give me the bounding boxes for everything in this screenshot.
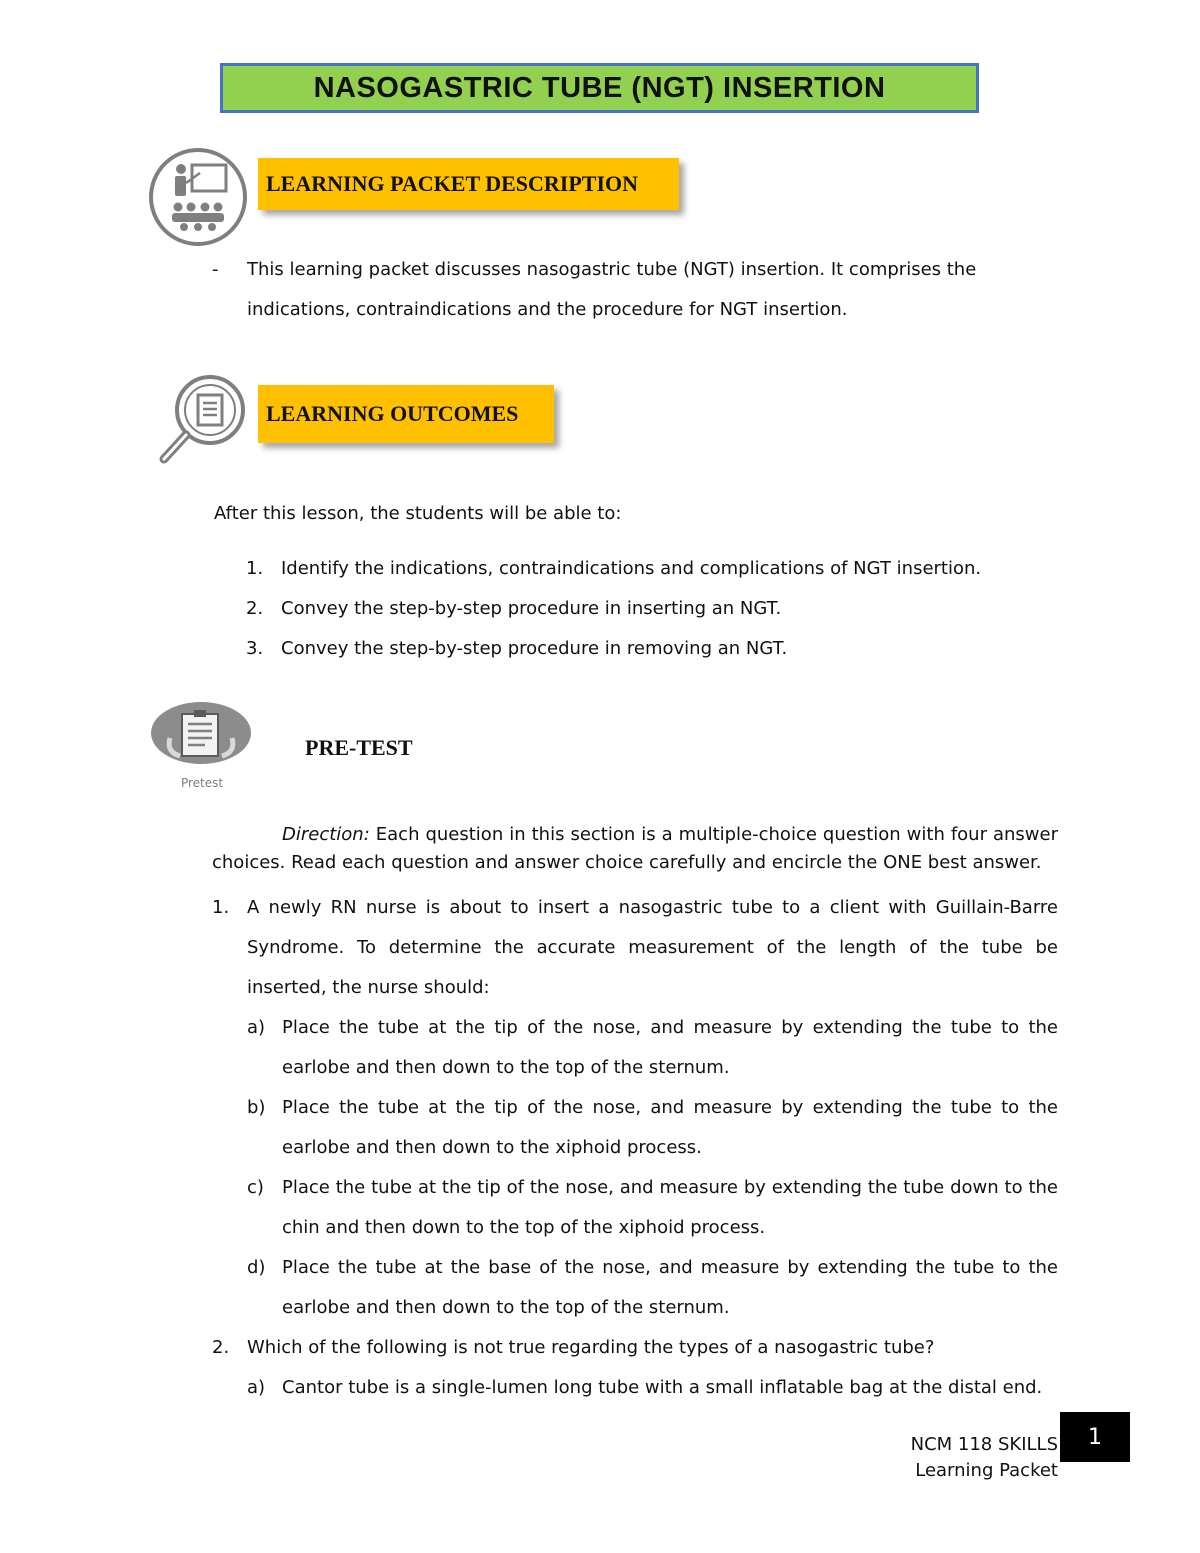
direction-text: Each question in this section is a multiple-choice question with four answer choices. Read each question and answer choice carefully and encircle the ONE best answer. xyxy=(212,824,1058,873)
list-item xyxy=(246,555,1066,583)
choice-list xyxy=(212,1008,1058,1328)
choice-list xyxy=(212,1368,1058,1408)
footer-subtitle: Learning Packet xyxy=(915,1460,1058,1481)
outcomes-list xyxy=(246,555,1066,663)
question-text: Which of the following is not true regarding the types of a nasogastric tube? xyxy=(247,1337,935,1358)
choice-letter: d) xyxy=(247,1257,266,1278)
direction-label: Direction: xyxy=(282,824,370,845)
outcome-text: Convey the step-by-step procedure in removing an NGT. xyxy=(281,638,788,659)
footer-course: NCM 118 SKILLS xyxy=(910,1434,1058,1455)
outcomes-heading-banner xyxy=(258,385,554,443)
outcomes-heading: LEARNING OUTCOMES xyxy=(266,401,519,426)
page-footer xyxy=(800,1432,1058,1484)
choice-letter: b) xyxy=(247,1097,266,1118)
pretest-icon-label: Pretest xyxy=(180,776,224,790)
outcome-text: Identify the indications, contraindications and complications of NGT insertion. xyxy=(281,558,982,579)
choice-text: Place the tube at the tip of the nose, and measure by extending the tube to the earlobe and then down to the top of the sternum. xyxy=(282,1017,1058,1078)
page-title-box xyxy=(220,63,979,113)
question-list xyxy=(212,888,1058,1408)
choice-item xyxy=(247,1248,1058,1328)
presentation-icon xyxy=(148,147,248,247)
magnifier-document-icon xyxy=(146,372,252,478)
page-number-box xyxy=(1060,1412,1130,1462)
choice-letter: c) xyxy=(247,1177,264,1198)
description-heading: LEARNING PACKET DESCRIPTION xyxy=(266,171,639,196)
outcome-number: 1. xyxy=(246,558,264,579)
description-heading-banner xyxy=(258,158,679,210)
question-item xyxy=(212,888,1058,1008)
question-text: A newly RN nurse is about to insert a nasogastric tube to a client with Guillain-Barre Syndrome. To determine the accurate measurement of the length of the tube be inserted, the nurse should: xyxy=(247,897,1058,998)
question-number: 1. xyxy=(212,897,230,918)
description-text: This learning packet discusses nasogastric tube (NGT) insertion. It comprises the indications, contraindications and the procedure for NGT insertion. xyxy=(247,259,977,320)
outcome-number: 2. xyxy=(246,598,264,619)
choice-text: Place the tube at the tip of the nose, and measure by extending the tube to the earlobe and then down to the xiphoid process. xyxy=(282,1097,1058,1158)
question-number: 2. xyxy=(212,1337,230,1358)
choice-text: Place the tube at the base of the nose, and measure by extending the tube to the earlobe and then down to the top of the sternum. xyxy=(282,1257,1058,1318)
choice-letter: a) xyxy=(247,1017,266,1038)
pretest-heading: PRE-TEST xyxy=(305,735,413,760)
outcome-number: 3. xyxy=(246,638,264,659)
choice-letter: a) xyxy=(247,1377,266,1398)
page-title: NASOGASTRIC TUBE (NGT) INSERTION xyxy=(313,71,886,104)
pretest-direction xyxy=(212,821,1058,877)
pretest-clipboard-icon xyxy=(150,700,252,774)
description-bullet: - xyxy=(212,259,219,280)
outcomes-intro: After this lesson, the students will be able to: xyxy=(214,503,622,524)
choice-text: Cantor tube is a single-lumen long tube with a small inflatable bag at the distal end. xyxy=(282,1377,1043,1398)
choice-item xyxy=(247,1008,1058,1088)
list-item xyxy=(246,595,1066,623)
description-block xyxy=(212,250,1062,330)
list-item xyxy=(246,635,1066,663)
question-item xyxy=(212,1328,1058,1368)
choice-item xyxy=(247,1168,1058,1248)
page-number: 1 xyxy=(1088,1424,1102,1450)
outcome-text: Convey the step-by-step procedure in inserting an NGT. xyxy=(281,598,782,619)
choice-text: Place the tube at the tip of the nose, and measure by extending the tube down to the chin and then down to the top of the xiphoid process. xyxy=(282,1177,1058,1238)
choice-item xyxy=(247,1368,1058,1408)
choice-item xyxy=(247,1088,1058,1168)
